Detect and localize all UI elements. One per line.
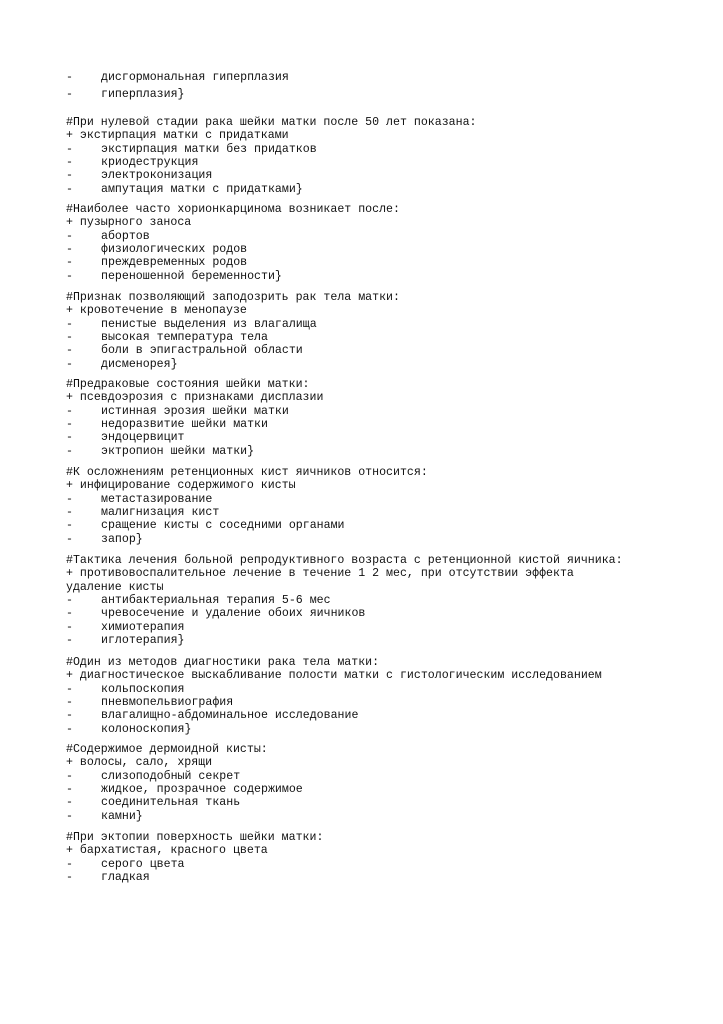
line-text: истинная эрозия шейки матки — [101, 404, 289, 418]
question-block — [66, 116, 703, 196]
correct-answer — [66, 844, 703, 857]
option-dash: - — [66, 620, 73, 634]
line-text: иглотерапия} — [101, 634, 185, 648]
answer-option — [66, 344, 703, 357]
line-text: ампутация матки с придатками} — [101, 182, 303, 196]
answer-option — [66, 871, 703, 884]
line-text: #Тактика лечения больной репродуктивного возраста с ретенционной кистой яичника: — [66, 554, 623, 567]
option-dash: - — [66, 783, 73, 797]
line-text: серого цвета — [101, 857, 185, 871]
answer-option — [66, 418, 703, 431]
answer-option — [66, 594, 703, 607]
answer-option — [66, 143, 703, 156]
correct-answer — [66, 756, 703, 769]
option-dash: - — [66, 269, 73, 283]
option-dash: - — [66, 431, 73, 445]
option-dash: - — [66, 344, 73, 358]
answer-option — [66, 723, 703, 736]
option-dash: - — [66, 769, 73, 783]
option-dash: - — [66, 594, 73, 608]
question-block — [66, 466, 703, 546]
line-text: #Предраковые состояния шейки матки: — [66, 378, 310, 391]
question-text — [66, 656, 703, 669]
option-dash: - — [66, 634, 73, 648]
line-text: #Признак позволяющий заподозрить рак тела матки: — [66, 291, 400, 304]
answer-option — [66, 696, 703, 709]
line-text: слизоподобный секрет — [101, 769, 241, 783]
option-dash: - — [66, 331, 73, 345]
answer-option — [66, 634, 703, 647]
option-dash: - — [66, 809, 73, 823]
line-text: колоноскопия} — [101, 722, 192, 736]
line-text: чревосечение и удаление обоих яичников — [101, 607, 366, 621]
option-dash: - — [66, 404, 73, 418]
option-dash: - — [66, 418, 73, 432]
line-text: физиологических родов — [101, 243, 248, 257]
line-text: гладкая — [101, 871, 150, 885]
question-block — [66, 378, 703, 458]
answer-option — [66, 405, 703, 418]
answer-option — [66, 169, 703, 182]
option-dash: - — [66, 229, 73, 243]
line-text: кольпоскопия — [101, 682, 185, 696]
option-dash: - — [66, 182, 73, 196]
option-dash: - — [66, 357, 73, 371]
line-text: + противовоспалительное лечение в течение 1 2 мес, при отсутствии эффекта — [66, 567, 574, 581]
line-text: сращение кисты с соседними органами — [101, 519, 345, 533]
option-dash: - — [66, 722, 73, 736]
line-text: + экстирпация матки с придатками — [66, 129, 289, 143]
answer-option — [66, 533, 703, 546]
line-text: + кровотечение в менопаузе — [66, 304, 247, 318]
option-dash: - — [66, 519, 73, 533]
answer-option — [66, 71, 703, 84]
correct-answer — [66, 581, 703, 594]
line-text: + пузырного заноса — [66, 216, 192, 230]
line-text: метастазирование — [101, 492, 213, 506]
answer-option — [66, 230, 703, 243]
correct-answer — [66, 129, 703, 142]
line-text: преждевременных родов — [101, 256, 248, 270]
answer-option — [66, 770, 703, 783]
option-dash: - — [66, 71, 73, 84]
line-text: пневмопельвиография — [101, 696, 234, 710]
answer-option — [66, 183, 703, 196]
option-dash: - — [66, 256, 73, 270]
option-dash: - — [66, 88, 73, 102]
question-text — [66, 116, 703, 129]
answer-option — [66, 358, 703, 371]
answer-option — [66, 445, 703, 458]
answer-option — [66, 256, 703, 269]
correct-answer — [66, 479, 703, 492]
line-text: криодеструкция — [101, 156, 199, 170]
line-text: влагалищно-абдоминальное исследование — [101, 709, 359, 723]
answer-option — [66, 607, 703, 620]
answer-option — [66, 270, 703, 283]
correct-answer — [66, 216, 703, 229]
option-dash: - — [66, 607, 73, 621]
answer-option — [66, 331, 703, 344]
question-text — [66, 203, 703, 216]
line-text: боли в эпигастральной области — [101, 344, 303, 358]
line-text: + инфицирование содержимого кисты — [66, 479, 296, 493]
question-text — [66, 554, 703, 567]
option-dash: - — [66, 169, 73, 183]
line-text: #При нулевой стадии рака шейки матки после 50 лет показана: — [66, 116, 477, 129]
correct-answer — [66, 669, 703, 682]
option-dash: - — [66, 142, 73, 156]
line-text: #При эктопии поверхность шейки матки: — [66, 831, 324, 844]
line-text: абортов — [101, 229, 150, 243]
option-dash: - — [66, 532, 73, 546]
option-dash: - — [66, 682, 73, 696]
answer-option — [66, 519, 703, 532]
line-text: электроконизация — [101, 169, 213, 183]
line-text: недоразвитие шейки матки — [101, 418, 268, 432]
line-text: химиотерапия — [101, 620, 185, 634]
option-dash: - — [66, 709, 73, 723]
line-text: удаление кисты — [66, 580, 164, 594]
option-dash: - — [66, 796, 73, 810]
line-text: + диагностическое выскабливание полости матки с гистологическим исследованием — [66, 669, 602, 683]
option-dash: - — [66, 506, 73, 520]
answer-option — [66, 156, 703, 169]
line-text: малигнизация кист — [101, 506, 220, 520]
question-block — [66, 656, 703, 736]
line-text: переношенной беременности} — [101, 269, 282, 283]
option-dash: - — [66, 871, 73, 885]
question-text — [66, 378, 703, 391]
line-text: #Содержимое дермоидной кисты: — [66, 743, 268, 756]
line-text: дисменорея} — [101, 357, 178, 371]
line-text: высокая температура тела — [101, 331, 268, 345]
option-dash: - — [66, 317, 73, 331]
option-dash: - — [66, 156, 73, 170]
question-block — [66, 743, 703, 823]
line-text: антибактериальная терапия 5-6 мес — [101, 594, 331, 608]
answer-option — [66, 810, 703, 823]
line-text: #К осложнениям ретенционных кист яичников относится: — [66, 466, 428, 479]
question-block — [66, 203, 703, 283]
line-text: экстирпация матки без придатков — [101, 142, 317, 156]
option-dash: - — [66, 696, 73, 710]
answer-option — [66, 683, 703, 696]
question-text — [66, 291, 703, 304]
line-text: камни} — [101, 809, 143, 823]
answer-option — [66, 88, 703, 101]
option-dash: - — [66, 857, 73, 871]
line-text: #Наиболее часто хорионкарцинома возникает после: — [66, 203, 400, 216]
line-text: дисгормональная гиперплазия — [101, 71, 289, 84]
line-text: соединительная ткань — [101, 796, 241, 810]
option-dash: - — [66, 492, 73, 506]
question-block — [66, 71, 703, 102]
question-block — [66, 554, 703, 647]
correct-answer — [66, 391, 703, 404]
answer-option — [66, 783, 703, 796]
line-text: эктропион шейки матки} — [101, 444, 255, 458]
option-dash: - — [66, 444, 73, 458]
line-text: + бархатистая, красного цвета — [66, 844, 268, 858]
question-text — [66, 831, 703, 844]
line-text: пенистые выделения из влагалища — [101, 317, 317, 331]
line-text: + псевдоэрозия с признаками дисплазии — [66, 391, 324, 405]
answer-option — [66, 858, 703, 871]
question-block — [66, 291, 703, 371]
answer-option — [66, 493, 703, 506]
answer-option — [66, 506, 703, 519]
answer-option — [66, 318, 703, 331]
line-text: + волосы, сало, хрящи — [66, 756, 213, 770]
question-block — [66, 831, 703, 884]
line-text: запор} — [101, 532, 143, 546]
question-text — [66, 466, 703, 479]
answer-option — [66, 621, 703, 634]
answer-option — [66, 243, 703, 256]
answer-option — [66, 431, 703, 444]
correct-answer — [66, 567, 703, 580]
question-text — [66, 743, 703, 756]
correct-answer — [66, 304, 703, 317]
option-dash: - — [66, 243, 73, 257]
answer-option — [66, 709, 703, 722]
line-text: жидкое, прозрачное содержимое — [101, 783, 303, 797]
line-text: эндоцервицит — [101, 431, 185, 445]
answer-option — [66, 796, 703, 809]
line-text: #Один из методов диагностики рака тела матки: — [66, 656, 380, 669]
line-text: гиперплазия} — [101, 88, 185, 102]
